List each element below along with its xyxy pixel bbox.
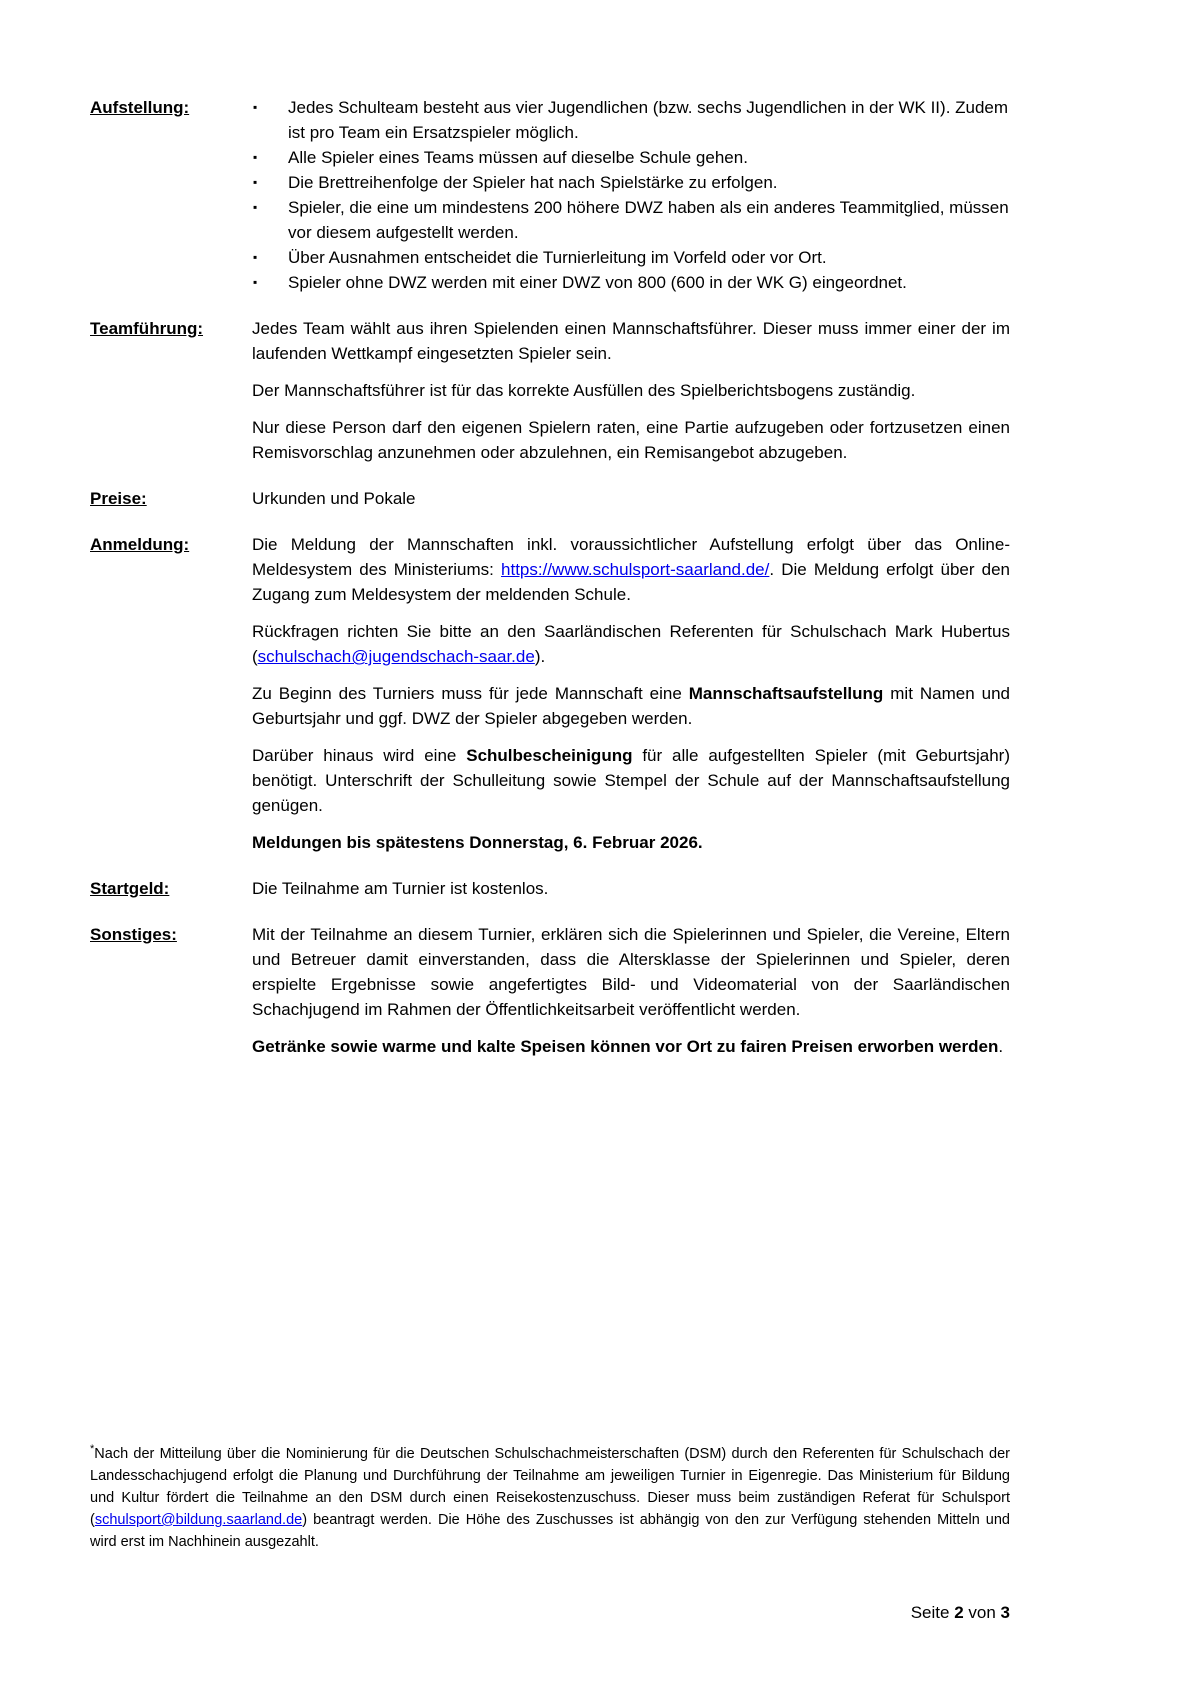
section-teamfuehrung — [90, 316, 1010, 465]
section-label-aufstellung: Aufstellung: — [90, 98, 190, 117]
footnote — [90, 1438, 1010, 1553]
section-body-sonstiges — [252, 922, 1010, 1059]
paragraph-startgeld: Die Teilnahme am Turnier ist kostenlos. — [252, 879, 549, 898]
paragraph-teamfuehrung-2: Der Mannschaftsführer ist für das korrekte Ausfüllen des Spielberichtsbogens zuständig. — [252, 381, 916, 400]
section-label-preise: Preise: — [90, 489, 147, 508]
page-number — [90, 1600, 1010, 1625]
paragraph-anmeldung-4 — [252, 743, 1010, 818]
anmeldung-p1-text: Die Meldung der Mannschaften inkl. voraussichtlicher Aufstellung erfolgt über das Online-Meldesystem des Ministeriums: — [252, 535, 1010, 579]
paragraph-preise: Urkunden und Pokale — [252, 489, 416, 508]
paragraph-anmeldung-2 — [252, 619, 1010, 669]
bullet-item: ▪ Spieler, die eine um mindestens 200 höhere DWZ haben als ein anderes Teammitglied, müssen vor diesem aufgestellt werden. — [252, 195, 1010, 245]
footnote-marker: * — [90, 1443, 95, 1455]
anmeldung-p2-text: Rückfragen richten Sie bitte an den Saarländischen Referenten für Schulschach Mark Hubertus ( — [252, 622, 1010, 666]
paragraph-sonstiges-2 — [252, 1034, 1010, 1059]
section-label-sonstiges: Sonstiges: — [90, 925, 177, 944]
jugendschach-email-link[interactable]: schulschach@jugendschach-saar.de — [257, 647, 535, 666]
anmeldung-p4-text: Darüber hinaus wird eine — [252, 746, 467, 765]
bullet-item: ▪ Über Ausnahmen entscheidet die Turnierleitung im Vorfeld oder vor Ort. — [252, 245, 1010, 270]
bold-term-schulbescheinigung: Schulbescheinigung — [466, 746, 633, 765]
bullet-item: ▪ Spieler ohne DWZ werden mit einer DWZ von 800 (600 in der WK G) eingeordnet. — [252, 270, 1010, 295]
section-body-anmeldung — [252, 532, 1010, 855]
section-sonstiges — [90, 922, 1010, 1059]
paragraph-anmeldung-1 — [252, 532, 1010, 607]
paragraph-sonstiges-1: Mit der Teilnahme an diesem Turnier, erklären sich die Spielerinnen und Spieler, die Vereine, Eltern und Betreuer damit einverstanden, dass die Altersklasse der Spielerinnen und Spieler, deren erspielte Ergebnisse sowie angefertigtes Bild- und Videomaterial von der Saarländischen Schachjugend im Rahmen der Öffentlichkeitsarbeit veröffentlicht werden. — [252, 925, 1010, 1019]
document-content — [90, 95, 1010, 1080]
anmeldung-p2-text-after: ). — [534, 647, 546, 666]
schulsport-saarland-link[interactable]: https://www.schulsport-saarland.de/ — [501, 560, 770, 579]
anmeldung-p3-text: Zu Beginn des Turniers muss für jede Mannschaft eine — [252, 684, 689, 703]
section-label-anmeldung: Anmeldung: — [90, 535, 190, 554]
paragraph-teamfuehrung-3: Nur diese Person darf den eigenen Spielern raten, eine Partie aufzugeben oder fortzusetzen einen Remisvorschlag anzunehmen oder abzulehnen, ein Remisangebot abzugeben. — [252, 418, 1010, 462]
section-body-teamfuehrung — [252, 316, 1010, 465]
bold-catering-note: Getränke sowie warme und kalte Speisen können vor Ort zu fairen Preisen erworben werden — [252, 1037, 999, 1056]
section-label-teamfuehrung: Teamführung: — [90, 319, 204, 338]
footnote-text-after: ) beantragt werden. Die Höhe des Zuschusses ist abhängig von den zur Verfügung stehenden Mitteln und wird erst im Nachhinein ausgezahlt. — [90, 1511, 1010, 1550]
page-number-total: 3 — [1000, 1603, 1010, 1622]
schulsport-bildung-email-link[interactable]: schulsport@bildung.saarland.de — [94, 1511, 303, 1528]
section-body-aufstellung — [252, 95, 1010, 295]
section-anmeldung — [90, 532, 1010, 855]
paragraph-anmeldung-deadline: Meldungen bis spätestens Donnerstag, 6. Februar 2026. — [252, 833, 703, 852]
section-aufstellung — [90, 95, 1010, 295]
bullet-item: ▪ Jedes Schulteam besteht aus vier Jugendlichen (bzw. sechs Jugendlichen in der WK II). Zudem ist pro Team ein Ersatzspieler möglich. — [252, 95, 1010, 145]
anmeldung-p3-text-after: mit Namen und Geburtsjahr und ggf. DWZ der Spieler abgegeben werden. — [252, 684, 1010, 728]
aufstellung-bullet-list — [252, 95, 1010, 295]
section-body-preise — [252, 486, 1010, 511]
bullet-item: ▪ Alle Spieler eines Teams müssen auf dieselbe Schule gehen. — [252, 145, 1010, 170]
section-label-startgeld: Startgeld: — [90, 879, 170, 898]
section-preise — [90, 486, 1010, 511]
bullet-item: ▪ Die Brettreihenfolge der Spieler hat nach Spielstärke zu erfolgen. — [252, 170, 1010, 195]
anmeldung-p4-text-after: für alle aufgestellten Spieler (mit Geburtsjahr) benötigt. Unterschrift der Schulleitung sowie Stempel der Schule auf der Mannschaftsaufstellung genügen. — [252, 746, 1011, 815]
paragraph-teamfuehrung-1: Jedes Team wählt aus ihren Spielenden einen Mannschaftsführer. Dieser muss immer einer der im laufenden Wettkampf eingesetzten Spieler sein. — [252, 319, 1010, 363]
section-body-startgeld — [252, 876, 1010, 901]
footnote-text: Nach der Mitteilung über die Nominierung für die Deutschen Schulschachmeisterschaften (DSM) durch den Referenten für Schulschach der Landesschachjugend erfolgt die Planung und Durchführung der Teilnahme am jeweiligen Turnier in Eigenregie. Das Ministerium für Bildung und Kultur fördert die Teilnahme an den DSM durch einen Reisekostenzuschuss. Dieser muss beim zuständigen Referat für Schulsport ( — [90, 1445, 1010, 1528]
anmeldung-p1-text-after: . Die Meldung erfolgt über den Zugang zum Meldesystem der meldenden Schule. — [252, 560, 1011, 604]
section-startgeld — [90, 876, 1010, 901]
page-number-label-von: von — [963, 1603, 1001, 1622]
page-number-current: 2 — [954, 1603, 964, 1622]
paragraph-anmeldung-3 — [252, 681, 1010, 731]
page-number-label-seite: Seite — [910, 1603, 955, 1622]
sonstiges-p2-period: . — [998, 1037, 1004, 1056]
bold-term-mannschaftsaufstellung: Mannschaftsaufstellung — [688, 684, 884, 703]
